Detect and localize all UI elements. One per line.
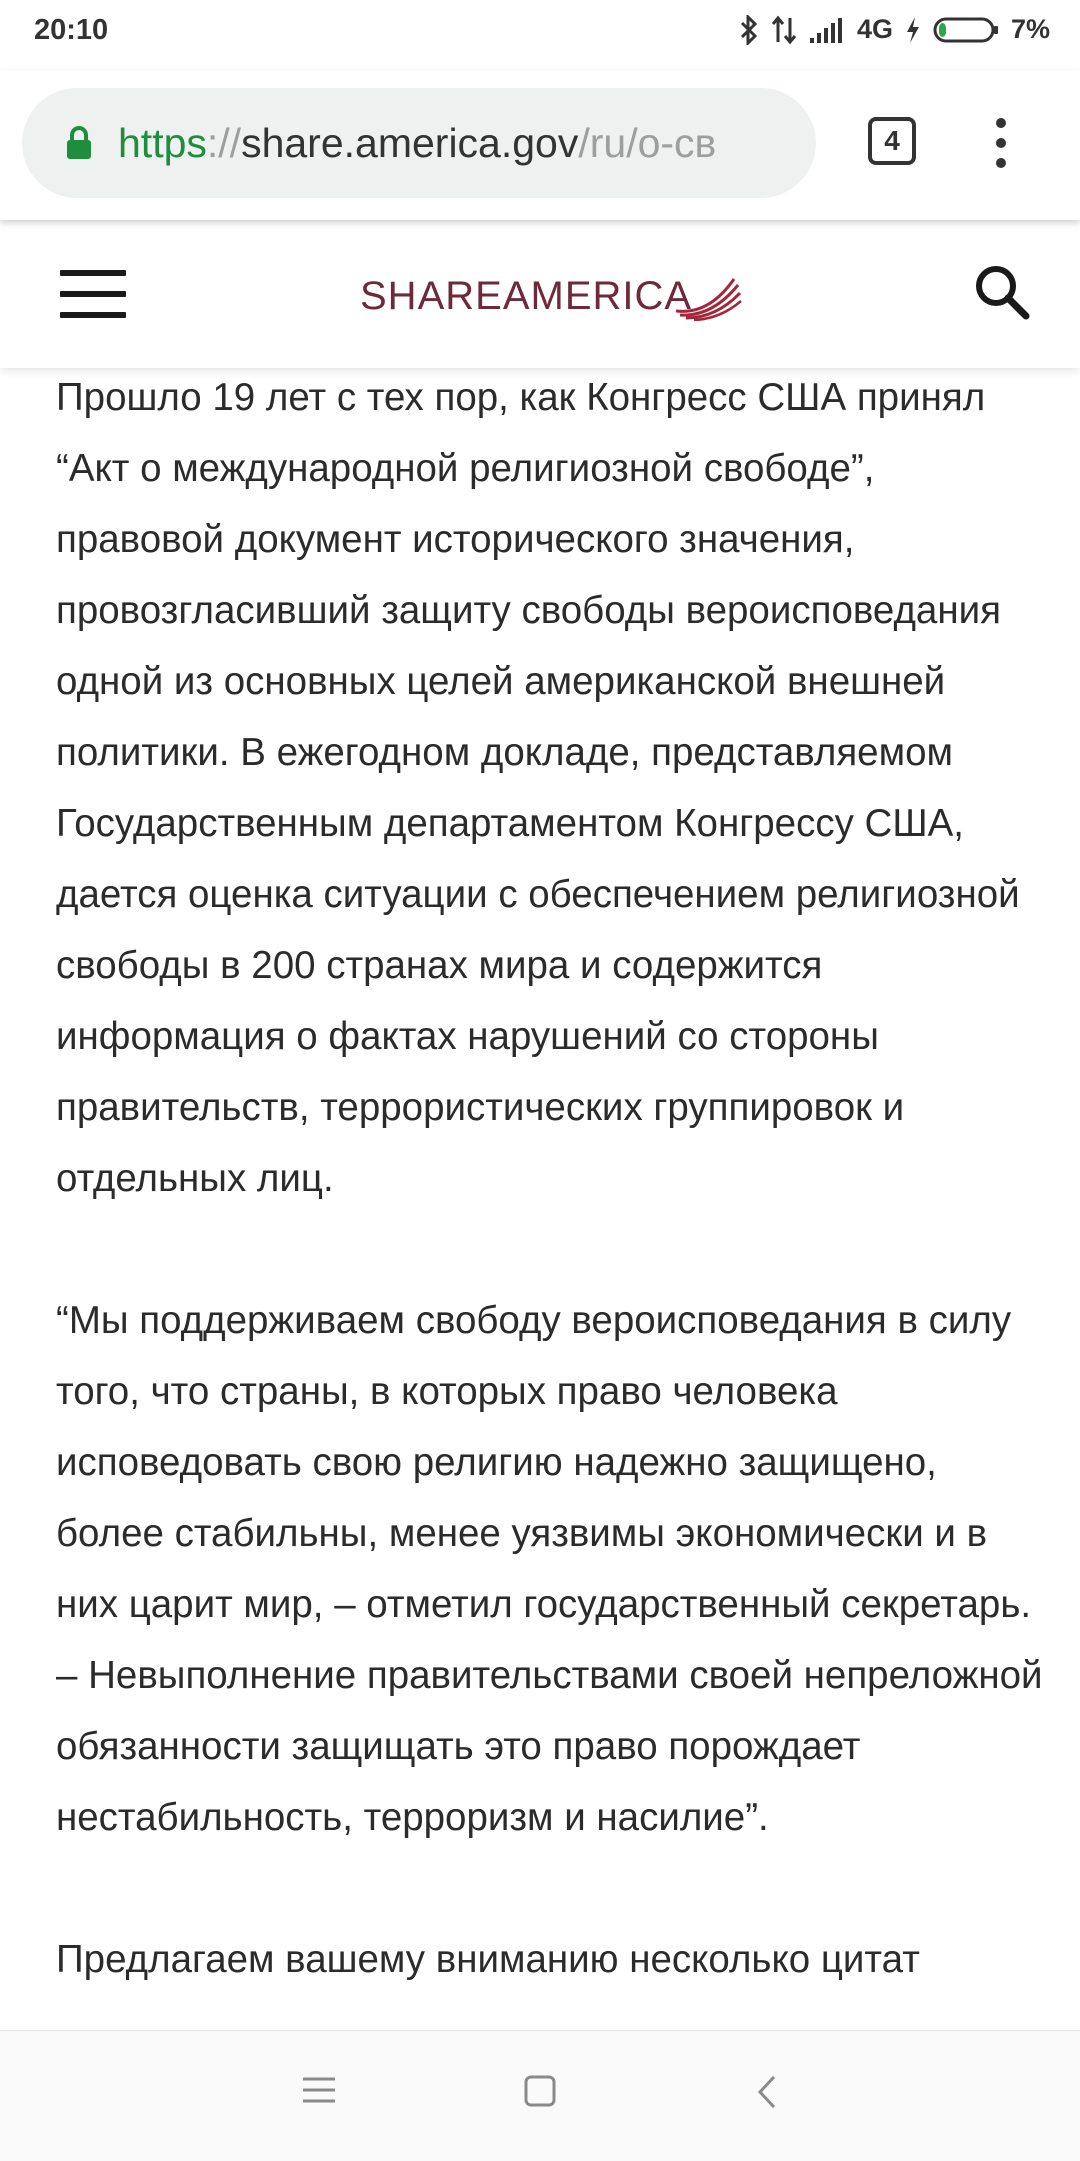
url-text[interactable] [118,120,716,167]
search-icon[interactable] [972,262,1032,322]
charging-icon [905,16,921,44]
article-paragraph: “Мы поддерживаем свободу вероисповедания в силу того, что страны, в которых право человека исповедовать свою религию надежно защищено, более стабильны, менее уязвимы экономически и в них царит мир, – отметил государственный секретарь. – Невыполнение правительствами своей непреложной обязанности защищать это право порождает нестабильность, терроризм и насилие”. [56,1299,1043,1839]
site-header [0,220,1080,368]
site-logo[interactable] [360,266,744,326]
article-body [56,362,1046,2066]
article-paragraph: Предлагаем вашему вниманию несколько цитат [56,1938,920,1981]
status-time: 20:10 [34,14,109,46]
battery-icon [933,16,999,44]
article-paragraph: Прошло 19 лет с тех пор, как Конгресс США принял “Акт о международной религиозной свободе”, правовой документ исторического значения, провозгласивший защиту свободы вероисповедания одной из основных целей американской внешней политики. В ежегодном докладе, представляемом Государственным департаментом Конгрессу США, дается оценка ситуации с обеспечением религиозной свободы в 200 странах мира и содержится информация о фактах нарушений со стороны правительств, террористических группировок и отдельных лиц. [56,376,1020,1200]
back-icon[interactable] [756,2075,778,2109]
hamburger-line [60,291,126,297]
home-icon[interactable] [524,2075,556,2107]
status-icons [739,14,1050,45]
signal-icon [809,16,845,44]
logo-swoosh-icon [674,271,744,321]
tab-switcher-button[interactable]: 4 [868,117,916,165]
hamburger-line [60,312,126,318]
logo-text: SHAREAMERICA [360,273,693,318]
menu-dot [996,118,1006,128]
hamburger-line [60,270,126,276]
url-host: share.america.gov [241,119,579,166]
system-navigation-bar [0,2030,1080,2161]
network-type: 4G [856,14,893,44]
hamburger-menu-icon[interactable] [60,270,126,318]
recent-apps-icon[interactable] [302,2075,336,2105]
menu-dot [996,158,1006,168]
battery-percent: 7% [1010,14,1050,44]
data-transfer-icon [771,15,797,45]
address-bar[interactable] [22,88,816,198]
browser-toolbar [0,70,1080,220]
browser-menu-button[interactable] [986,118,1016,168]
url-scheme: https [118,119,207,166]
url-path: /ru/о-св [578,119,717,166]
status-bar [0,0,1080,70]
bluetooth-icon [739,15,759,45]
menu-dot [996,138,1006,148]
lock-icon [64,125,94,161]
url-separator: :// [206,119,242,166]
